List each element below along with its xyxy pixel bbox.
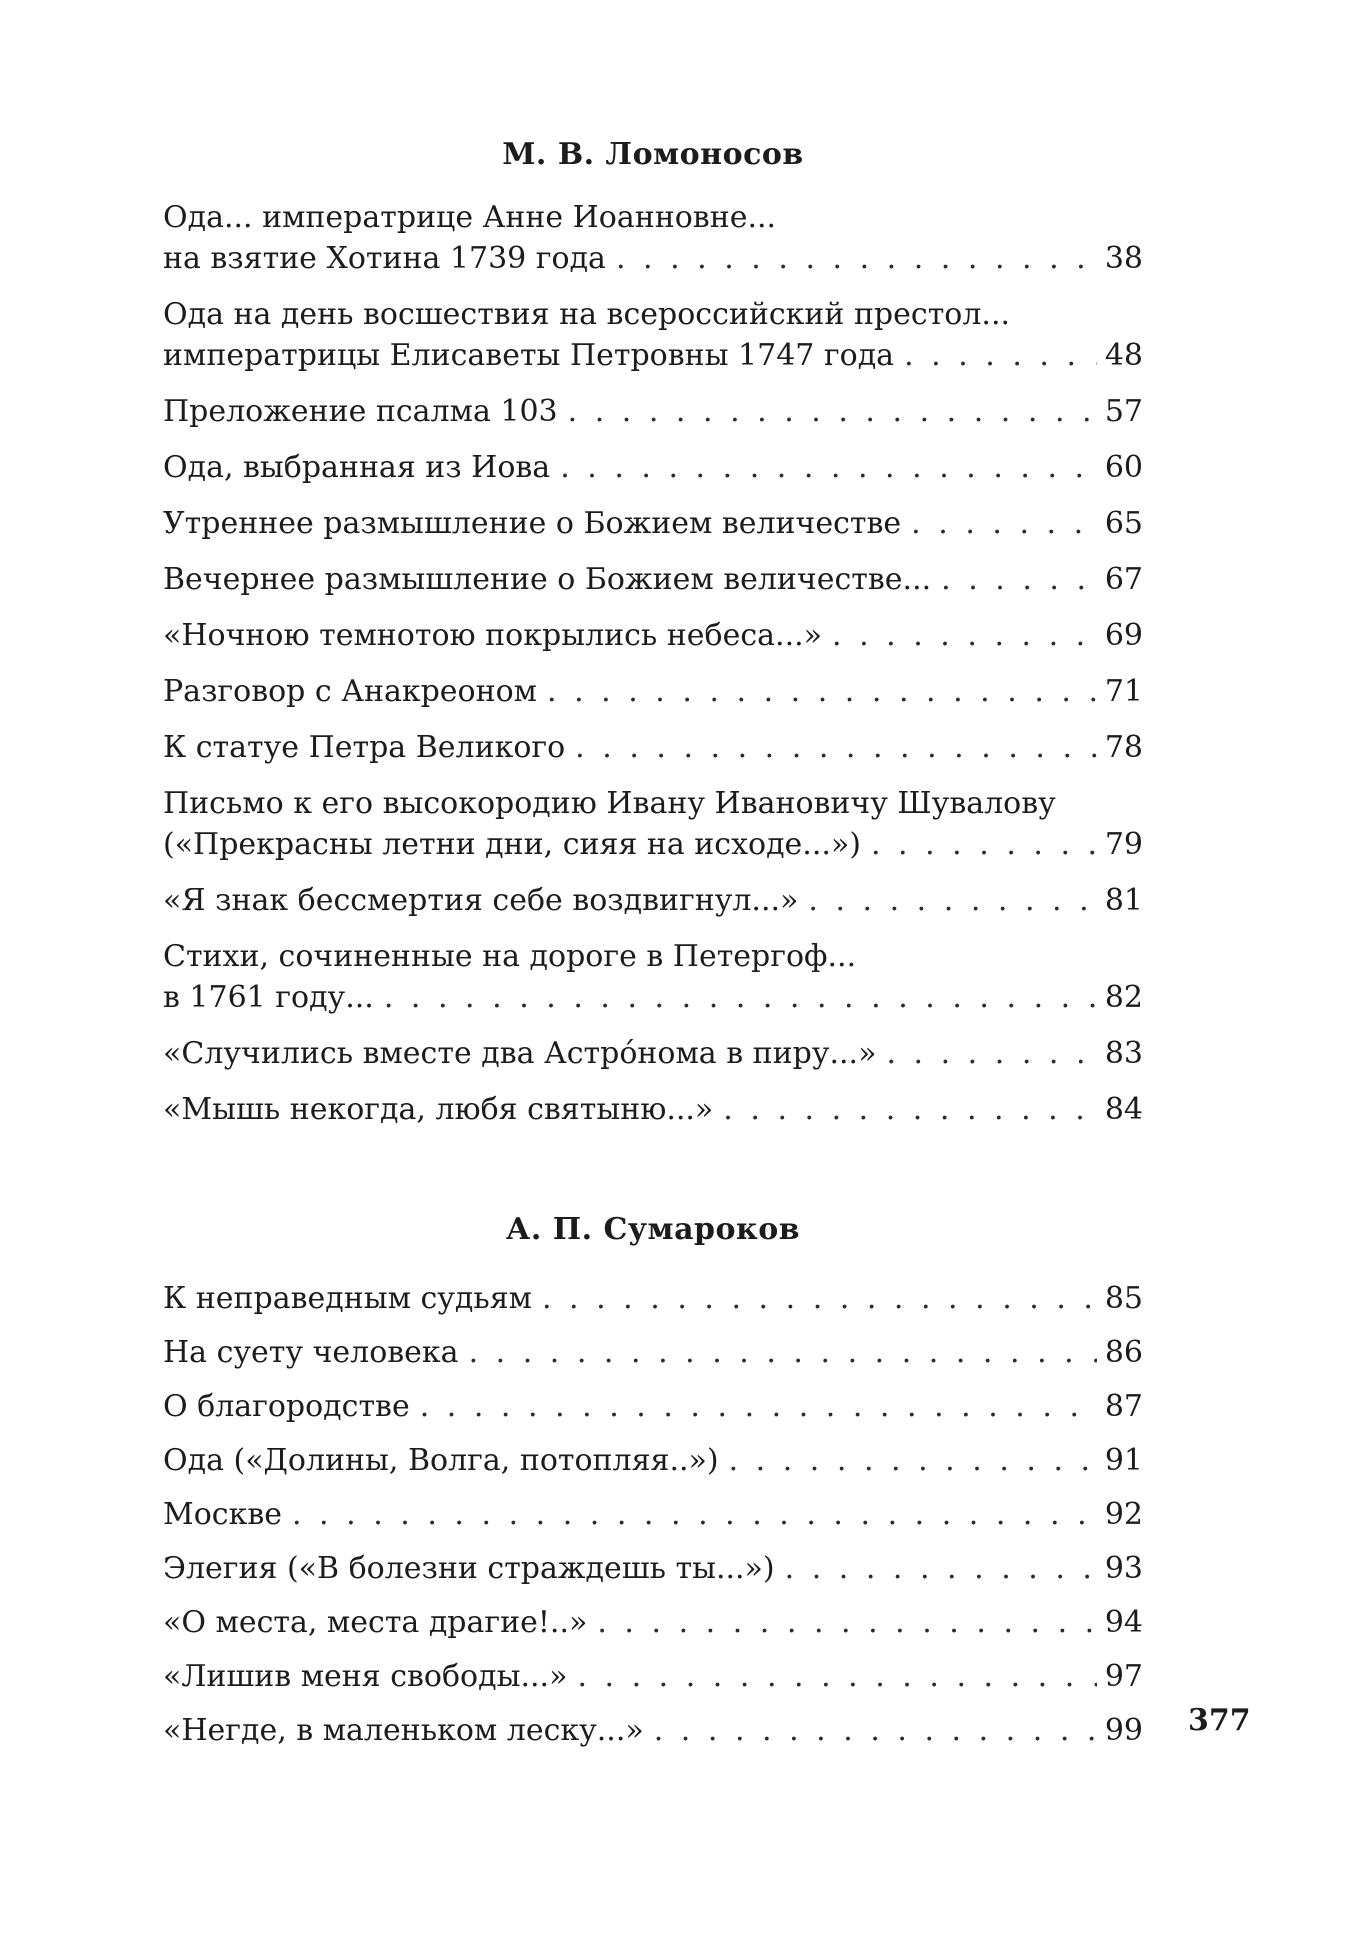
toc-entry-title: Ода, выбранная из Иова: [163, 450, 551, 485]
toc-entry: [163, 503, 1143, 544]
toc-entry-page: 60: [1104, 450, 1143, 485]
toc-entry: [163, 1386, 1143, 1427]
toc-entry-list: [163, 1278, 1143, 1751]
toc-entry-title-line1: Ода на день восшествия на всероссийский престол...: [163, 297, 1011, 332]
toc-entry-title: Утреннее размышление о Божием величестве: [163, 506, 902, 541]
dot-leader: [560, 447, 1097, 488]
toc-entry: [163, 1440, 1143, 1481]
toc-entry-title-line1: Стихи, сочиненные на дороге в Петергоф...: [163, 939, 857, 974]
dot-leader: [886, 1033, 1097, 1074]
toc-entry-title: Разговор с Анакреоном: [163, 674, 538, 709]
toc-entry-title: в 1761 году...: [163, 980, 374, 1015]
toc-entry-page: 67: [1104, 562, 1143, 597]
toc-entry-title: Вечернее размышление о Божием величестве...: [163, 562, 932, 597]
toc-entry-title-line1: Письмо к его высокородию Ивану Ивановичу Шувалову: [163, 786, 1056, 821]
toc-entry: [163, 1602, 1143, 1643]
toc-entry-title: Москве: [163, 1497, 282, 1532]
dot-leader: [654, 1710, 1097, 1751]
toc-entry: [163, 783, 1143, 865]
toc-entry-title: На суету человека: [163, 1335, 459, 1370]
toc-entry: [163, 1710, 1143, 1751]
toc-entry-title: («Прекрасны летни дни, сияя на исходе...»): [163, 827, 861, 862]
toc-entry-page: 97: [1104, 1659, 1143, 1694]
toc-entry-page: 65: [1104, 506, 1143, 541]
toc-entry: [163, 615, 1143, 656]
dot-leader: [597, 1602, 1097, 1643]
toc-entry: [163, 447, 1143, 488]
toc-entry-page: 57: [1104, 394, 1143, 429]
toc-entry: [163, 1656, 1143, 1697]
toc-entry-page: 84: [1104, 1092, 1143, 1127]
toc-entry-title: Элегия («В болезни страждешь ты...»): [163, 1551, 775, 1586]
toc-entry: [163, 936, 1143, 1018]
toc-entry-title: «Негде, в маленьком леску...»: [163, 1713, 644, 1748]
toc-entry: [163, 1278, 1143, 1319]
toc-entry-page: 85: [1104, 1281, 1143, 1316]
toc-entry-title: К статуе Петра Великого: [163, 730, 566, 765]
toc-entry: [163, 1089, 1143, 1130]
toc-entry-page: 91: [1104, 1443, 1143, 1478]
dot-leader: [832, 615, 1097, 656]
toc-entry: [163, 1332, 1143, 1373]
toc-entry-page: 38: [1104, 241, 1143, 276]
toc-entry: [163, 671, 1143, 712]
dot-leader: [577, 1656, 1097, 1697]
section-author-heading: А. П. Сумароков: [505, 1212, 801, 1247]
toc-entry-title: «Случились вместе два Астро́нома в пиру...»: [163, 1036, 877, 1071]
dot-leader: [729, 1440, 1097, 1481]
toc-entry: [163, 391, 1143, 432]
toc-section-lomonosov: [163, 133, 1143, 1145]
toc-entry-title-line1: Ода... императрице Анне Иоанновне...: [163, 200, 777, 235]
toc-entry-page: 48: [1104, 338, 1143, 373]
toc-entry-page: 86: [1104, 1335, 1143, 1370]
toc-entry: [163, 559, 1143, 600]
dot-leader: [420, 1386, 1097, 1427]
toc-entry-title: К неправедным судьям: [163, 1281, 532, 1316]
toc-entry-title: «Ночною темнотою покрылись небеса...»: [163, 618, 823, 653]
toc-entry-title: «О места, места драгие!..»: [163, 1605, 588, 1640]
dot-leader: [547, 671, 1097, 712]
dot-leader: [785, 1548, 1097, 1589]
toc-entry-page: 71: [1104, 674, 1143, 709]
toc-entry-title: Ода («Долины, Волга, потопляя..»): [163, 1443, 719, 1478]
toc-section-sumarokov: [163, 1208, 1143, 1764]
toc-entry: [163, 1033, 1143, 1074]
dot-leader: [723, 1089, 1097, 1130]
toc-entry-page: 83: [1104, 1036, 1143, 1071]
dot-leader: [542, 1278, 1097, 1319]
toc-entry-title: императрицы Елисаветы Петровны 1747 года: [163, 338, 895, 373]
toc-entry-page: 87: [1104, 1389, 1143, 1424]
toc-entry-title: О благородстве: [163, 1389, 410, 1424]
toc-entry-title: на взятие Хотина 1739 года: [163, 241, 606, 276]
toc-entry-page: 92: [1104, 1497, 1143, 1532]
dot-leader: [384, 977, 1097, 1018]
dot-leader: [568, 391, 1097, 432]
toc-entry: [163, 294, 1143, 376]
dot-leader: [871, 824, 1097, 865]
toc-entry: [163, 197, 1143, 279]
toc-entry-page: 69: [1104, 618, 1143, 653]
dot-leader: [904, 335, 1097, 376]
toc-entry: [163, 880, 1143, 921]
toc-entry: [163, 727, 1143, 768]
page-number: 377: [1188, 1703, 1251, 1738]
toc-entry-page: 81: [1104, 883, 1143, 918]
toc-entry-page: 99: [1104, 1713, 1143, 1748]
toc-entry-title: «Я знак бессмертия себе воздвигнул...»: [163, 883, 799, 918]
toc-entry-title: «Лишив меня свободы...»: [163, 1659, 568, 1694]
toc-entry-page: 79: [1104, 827, 1143, 862]
toc-entry-page: 82: [1104, 980, 1143, 1015]
toc-entry-page: 78: [1104, 730, 1143, 765]
toc-entry: [163, 1548, 1143, 1589]
toc-entry-title: Преложение псалма 103: [163, 394, 558, 429]
dot-leader: [808, 880, 1097, 921]
toc-entry-list: [163, 197, 1143, 1130]
dot-leader: [469, 1332, 1097, 1373]
dot-leader: [941, 559, 1097, 600]
toc-entry-title: «Мышь некогда, любя святыню...»: [163, 1092, 714, 1127]
toc-entry-page: 94: [1104, 1605, 1143, 1640]
section-author-heading: М. В. Ломоносов: [502, 137, 804, 172]
dot-leader: [292, 1494, 1097, 1535]
toc-entry-page: 93: [1104, 1551, 1143, 1586]
dot-leader: [616, 238, 1097, 279]
dot-leader: [575, 727, 1097, 768]
dot-leader: [911, 503, 1097, 544]
toc-entry: [163, 1494, 1143, 1535]
